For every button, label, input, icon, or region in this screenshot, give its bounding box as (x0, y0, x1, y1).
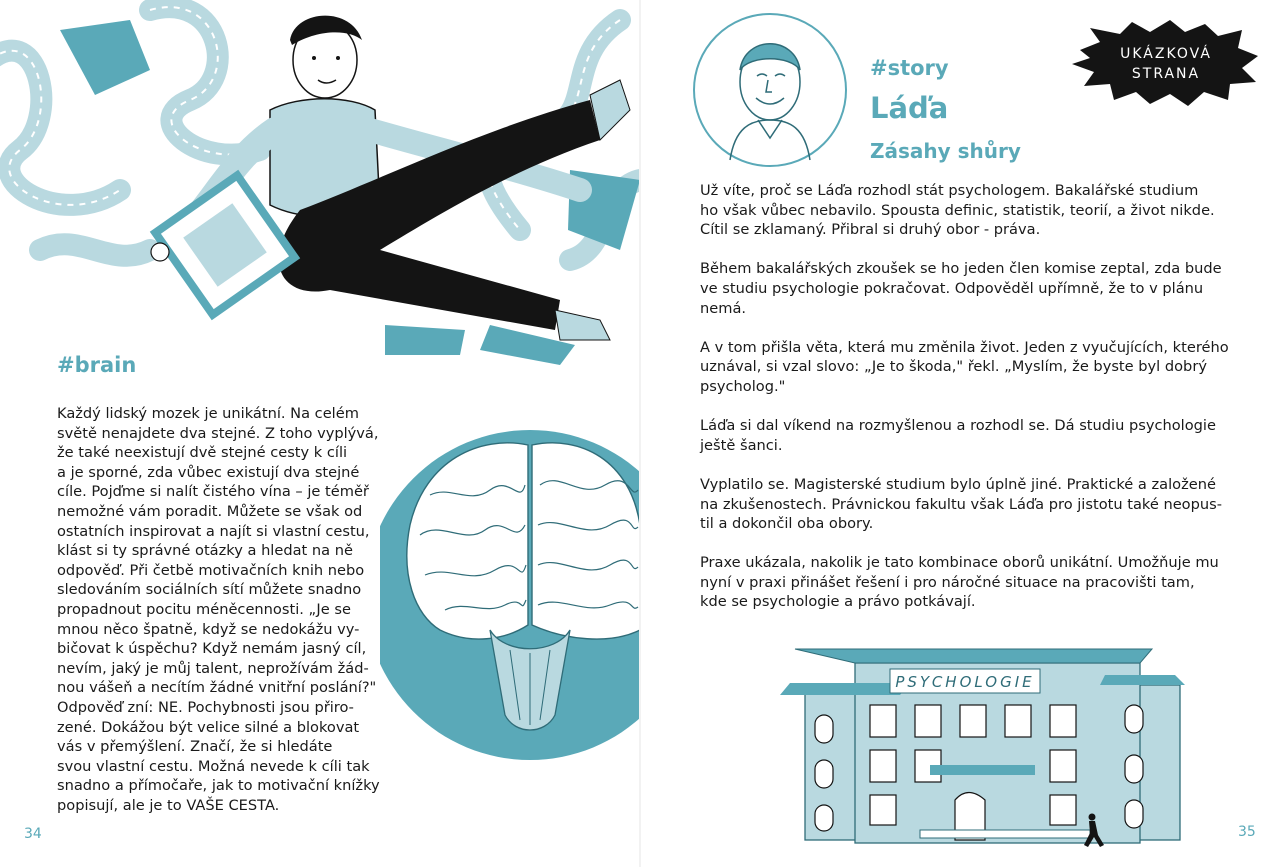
floating-man-illustration (0, 0, 640, 370)
story-paragraph: Vyplatilo se. Magisterské studium bylo úplně jiné. Praktické a založené na zkušenostech. Právnickou fakultu však Láďa pro jistotu také neopus- til a dokončil oba obory. (700, 475, 1222, 533)
story-paragraph: Během bakalářských zkoušek se ho jeden člen komise zeptal, zda bude ve studiu psychologie pokračovat. Odpověděl upřímně, že to v plánu nemá. (700, 260, 1222, 317)
badge-line1: UKÁZKOVÁ (1120, 46, 1212, 62)
portrait-illustration (690, 10, 850, 170)
story-body-text (700, 181, 1260, 632)
building-illustration (770, 645, 1190, 865)
brain-heading: #brain (57, 353, 137, 377)
building-sign: PSYCHOLOGIE (895, 673, 1035, 691)
right-page (640, 0, 1280, 867)
story-paragraph: Praxe ukázala, nakolik je tato kombinace oborů unikátní. Umožňuje mu nyní v praxi přinášet řešení i pro náročné situace na pracovišti tam, kde se psychologie a právo potkávají. (700, 554, 1219, 611)
sample-page-badge (1070, 20, 1260, 106)
page-number-right: 35 (1238, 824, 1256, 840)
badge-line2: STRANA (1131, 66, 1201, 82)
story-paragraph: A v tom přišla věta, která mu změnila život. Jeden z vyučujících, kterého uznával, si vzal slovo: „Je to škoda," řekl. „Myslím, že byste byl dobrý psycholog." (700, 338, 1229, 395)
page-number-left: 34 (24, 826, 42, 842)
story-paragraph: Už víte, proč se Láďa rozhodl stát psychologem. Bakalářské studium ho však vůbec nebavilo. Spousta definic, statistik, teorií, a život nikde. Cítil se zklamaný. Přibral si druhý obor - práva. (700, 182, 1215, 239)
story-paragraph: Láďa si dal víkend na rozmyšlenou a rozhodl se. Dá studiu psychologie ještě šanci. (700, 417, 1216, 454)
brain-illustration (380, 415, 640, 775)
brain-paragraph: Každý lidský mozek je unikátní. Na celém světě nenajdete dva stejné. Z toho vyplývá, že také neexistují dvě stejné cesty k cíli a je sporné, zda vůbec existují dva stejné cíle. Pojďme si nalít čistého vína – je téměř nemožné vám poradit. Můžete se však od ostatních inspirovat a najít si vlastní cestu, klást si ty správné otázky a hledat na ně odpověď. Při četbě motivačních knih nebo sledováním sociálních sítí můžete snadno propadnout pocitu méněcennosti. „Je se mnou něco špatně, když se nedokážu vy- bičovat k úspěchu? Když nemám jasný cíl, nevím, jaký je můj talent, neprožívám žád- nou vášeň a necítím žádné vnitřní poslání?" Odpověď zní: NE. Pochybnosti jsou přiro- zené. Dokážou být velice silné a blokovat vás v přemýšlení. Značí, že si hledáte svou vlastní cestu. Možná nevede k cíli tak snadno a přímočaře, jak to motivační knížky popisují, ale je to VAŠE CESTA. (57, 405, 380, 814)
story-subtitle: Zásahy shůry (870, 139, 1021, 163)
story-name: Láďa (870, 91, 949, 125)
brain-body-text (57, 404, 387, 835)
story-tag: #story (870, 56, 949, 80)
